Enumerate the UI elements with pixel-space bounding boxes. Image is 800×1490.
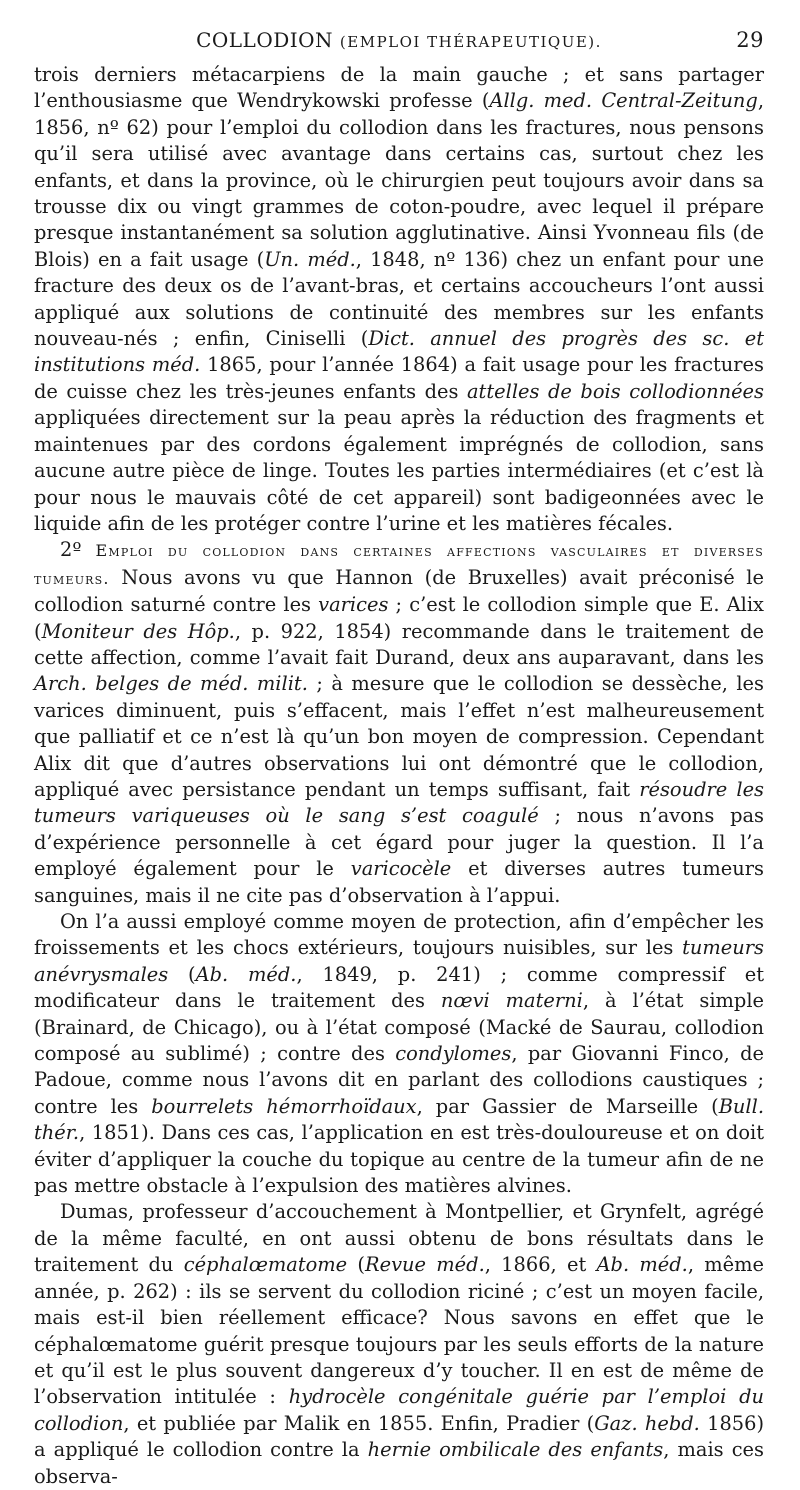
text-run: Nous avons vu que Hannon (de Bruxelles) avait préconisé le collodion saturné contre les xyxy=(34,565,764,617)
text-run: 1865, pour l’année 1864) a fait usage pour les fractures de cuisse chez les très-jeunes enfants des xyxy=(34,353,764,403)
italic-run: Dict. annuel des progrès des sc. et institutions méd. xyxy=(34,327,764,377)
italic-run: hernie ombilicale des enfants xyxy=(367,1438,664,1462)
text-run: , par Gassier de Marseille ( xyxy=(416,1094,719,1118)
running-header xyxy=(34,22,764,62)
italic-run: hydrocèle congénitale guérie par l’emploi du collodion xyxy=(34,1385,764,1435)
text-run: , 1851). Dans ces cas, l’application en est très-douloureuse et on doit éviter d’appliquer la couche du topique au centre de la tumeur afin de ne pas mettre obstacle à l’expulsion des matières alvines. xyxy=(34,1121,764,1198)
text-run: , même année, p. 262) : ils se servent du collodion riciné ; c’est un moyen facile, mais est-il bien réellement efficace? Nous savons en effet que le céphalœmatome guérit presque toujours par les seuls efforts de la nature et qu’il est le plus souvent dangereux d’y toucher. Il en est de même de l’observation intitulée : xyxy=(34,1253,765,1409)
italic-run: attelles de bois collodionnées xyxy=(467,379,764,403)
italic-run: varices xyxy=(318,593,389,617)
text-run: , mais ces observa- xyxy=(34,1438,764,1488)
text-run: ( xyxy=(347,1253,366,1277)
text-run: , à l’état simple (Brainard, de Chicago), ou à l’état composé (Macké de Saurau, collodion composé au sublimé) ; contre des xyxy=(34,989,764,1066)
text-run: ; à mesure que le collodion se dessèche, les varices diminuent, puis s’effacent, mais l’effet n’est malheureusement que palliatif et ce n’est là qu’un bon moyen de compression. Cependant Alix dit que d’autres observations lui ont démontré que le collodion, appliqué avec persistance pendant un temps suffisant, fait xyxy=(34,672,764,801)
body-text xyxy=(34,62,764,1490)
paragraph xyxy=(34,1199,764,1489)
text-run: ; nous n’avons pas d’expérience personnelle à cet égard pour juger la question. Il l’a employé également pour le xyxy=(34,804,764,881)
page-number: 29 xyxy=(736,28,764,52)
paragraph xyxy=(34,537,764,909)
italic-run: tumeurs anévrysmales xyxy=(34,936,764,986)
header-title: COLLODION xyxy=(196,28,334,52)
header-subtitle: (EMPLOI THÉRAPEUTIQUE). xyxy=(339,33,602,51)
text-run: , 1866, et xyxy=(484,1253,597,1277)
italic-run: Gaz. hebd. xyxy=(594,1411,700,1435)
italic-run: Un. méd. xyxy=(264,247,356,271)
paragraph xyxy=(34,62,764,537)
text-run: , p. 922, 1854) recommande dans le traitement de cette affection, comme l’avait fait Durand, deux ans auparavant, dans les xyxy=(34,619,764,669)
text-run: 2º xyxy=(60,538,96,562)
italic-run: Moniteur des Hôp. xyxy=(41,619,235,643)
italic-run: céphalœmatome xyxy=(183,1253,348,1277)
italic-run: Allg. med. Central-Zeitung xyxy=(489,89,758,113)
italic-run: Ab. méd. xyxy=(596,1253,688,1277)
text-run: , 1848, nº 136) chez un enfant pour une fracture des deux os de l’avant-bras, et certains accoucheurs l’ont aussi appliqué aux solutions de continuité des membres sur les enfants nouveau-nés ; enfin, Ciniselli ( xyxy=(34,247,764,351)
text-run: appliquées directement sur la peau après la réduction des fragments et maintenues par des cordons également imprégnés de collodion, sans aucune autre pièce de linge. Toutes les parties intermédiaires (et c’est là pour nous le mauvais côté de cet appareil) sont badigeonnées avec le liquide afin de les protéger contre l’urine et les matières fécales. xyxy=(34,406,764,535)
text-run: On l’a aussi employé comme moyen de protection, afin d’empêcher les froissements et les chocs extérieurs, toujours nuisibles, sur les xyxy=(34,910,764,960)
text-run: trois derniers métacarpiens de la main gauche ; et sans partager l’enthousiasme que Wendrykowski professe ( xyxy=(34,63,764,113)
text-run: Dumas, professeur d’accouchement à Montpellier, et Grynfelt, agrégé de la même faculté, en ont aussi obtenu de bons résultats dans le traitement du xyxy=(34,1200,764,1277)
text-run: 1856) a appliqué le collodion contre la xyxy=(34,1411,765,1462)
italic-run: Revue méd. xyxy=(365,1253,485,1277)
italic-run: bourrelets hémorrhoïdaux xyxy=(151,1094,417,1118)
italic-run: Bull. thér. xyxy=(34,1094,764,1145)
text-run: et diverses autres tumeurs sanguines, mais il ne cite pas d’observation à l’appui. xyxy=(34,857,764,907)
italic-run: Arch. belges de méd. milit. xyxy=(34,672,308,696)
text-run: , 1856, nº 62) pour l’emploi du collodion dans les fractures, nous pensons qu’il sera utilisé avec avantage dans certains cas, surtout chez les enfants, et dans la province, où le chirurgien peut toujours avoir dans sa trousse dix ou vingt grammes de coton-poudre, avec lequel il prépare presque instantanément sa solution agglutinative. Ainsi Yvonneau fils (de Blois) en a fait usage ( xyxy=(34,89,765,271)
running-title xyxy=(34,28,764,52)
text-run: , 1849, p. 241) ; comme compressif et modificateur dans le traitement des xyxy=(34,962,764,1013)
paragraph xyxy=(34,909,764,1199)
text-run: ( xyxy=(168,962,196,986)
smallcaps-run: Emploi du collodion dans certaines affections vasculaires et diverses tumeurs. xyxy=(34,541,764,588)
italic-run: Ab. méd. xyxy=(195,962,297,986)
text-run: , par Giovanni Finco, de Padoue, comme nous l’avons dit en parlant des collodions caustiques ; contre les xyxy=(34,1042,764,1118)
italic-run: condylomes xyxy=(395,1042,512,1066)
italic-run: résoudre les tumeurs variqueuses où le sang s’est coagulé xyxy=(34,777,764,828)
italic-run: nœvi materni xyxy=(440,989,583,1013)
italic-run: varicocèle xyxy=(350,857,452,881)
text-run: , et publiée par Malik en 1855. Enfin, Pradier ( xyxy=(123,1411,595,1435)
text-run: ; c’est le collodion simple que E. Alix ( xyxy=(34,593,764,643)
